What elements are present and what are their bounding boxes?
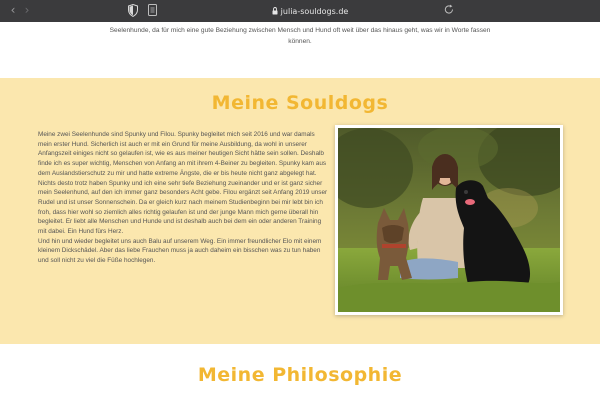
souldogs-title: Meine Souldogs	[211, 92, 389, 114]
souldogs-paragraph-2: Und hin und wieder begleitet uns auch Balu auf unserem Weg. Ein immer freundlicher Elo mit einem kleinem Dickschädel. Aber das liebe Frauchen muss ja auch daheim ein bisschen was zu tun haben und soll nicht zu viel die Füße hochlegen.	[38, 237, 322, 265]
browser-toolbar	[0, 0, 600, 22]
reload-icon[interactable]	[444, 4, 454, 15]
back-arrow-icon[interactable]: ‹	[10, 3, 16, 17]
shield-icon[interactable]	[128, 4, 138, 17]
intro-text: Seelenhunde, da für mich eine gute Beziehung zwischen Mensch und Hund oft weit über das hinaus geht, was wir in Worte fassen können.	[109, 27, 491, 45]
souldogs-paragraph-1: Meine zwei Seelenhunde sind Spunky und Filou. Spunky begleitet mich seit 2016 und war damals mein erster Hund. Sicherlich ist auch er mit ein Grund für meine Ausbildung, da wohl in unserer Anfangszeit einiges nicht so gelaufen ist, wie es aus meiner heutigen Sicht hätte sein sollen. Deshalb finde ich es super wichtig, Menschen von Anfang an mit ihrem 4-Beiner zu begleiten. Spunky kam aus dem Auslandstierschutz zu mir und hatte extreme Ängste, die er bis heute nicht ganz abgelegt hat. Nichts desto trotz haben Spunky und ich eine sehr tiefe Beziehung zueinander und er ist ganz sicher mein Seelenhund, auf den ich immer ganz besonders Acht gebe. Filou ergänzt seit Anfang 2019 unser Rudel und ist unser Sonnenschein. Da er gleich kurz nach meinem Studienbeginn bei mir lebt bin ich froh, dass hier wohl so ziemlich alles richtig gelaufen ist und der junge Mann mich gerne überall hin begleitet. Er liebt alle Menschen und Hunde und ist deshalb auch bei dem ein oder anderen Training mit dabei. Ein Hund fürs Herz.	[38, 131, 328, 236]
address-bar[interactable]	[250, 4, 370, 18]
lock-icon	[272, 7, 278, 15]
page-icon[interactable]	[148, 4, 157, 16]
souldogs-section	[0, 78, 600, 344]
souldogs-text	[38, 130, 328, 266]
philosophie-title: Meine Philosophie	[197, 364, 403, 386]
souldogs-photo	[335, 125, 563, 315]
woman-with-dogs-image	[338, 128, 560, 312]
forward-arrow-icon[interactable]: ›	[24, 3, 30, 17]
address-url: julia-souldogs.de	[280, 6, 349, 16]
